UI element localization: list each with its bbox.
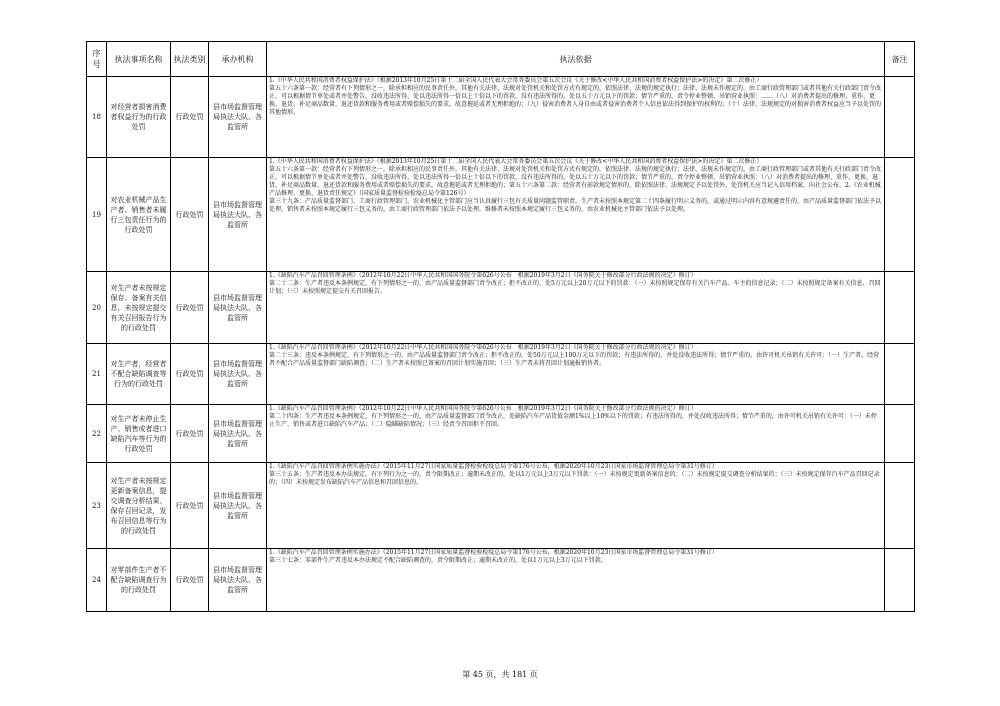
- basis-text: 1.《中华人民共和国消费者权益保护法》（根据2013年10月25日第十二届全国人民代表大会常务委员会第五次会议《关于修改<中华人民共和国消费者权益保护法>的决定》第二次修正） 第五十六条第一款：经营者有下列情形之一，除承担相应的民事责任外，其他有关法律、法规对处罚机关和处罚方式有规定的，依照法律、法规的规定执行；法律、法规未作规定的，由工商行政管理部门或者其他有关行政部门责令改正，可以根据情节单处或者并处警告、没收违法所得、处以违法所得一倍以上十倍以下的罚款，没有违法所得的，处以五十万元以下的罚款；情节严重的，责令停业整顿、吊销营业执照：……（八）对消费者提出的修理、重作、更换、退货、补足商品数量、退还货款和服务费用或者赔偿损失的要求，故意拖延或者无理拒绝的；（九）侵害消费者人身自由或者侵害消费者个人信息依法得到保护的权利的；（十）法律、法规规定的对损害消费者权益应当予以处罚的其他情形。: [269, 77, 882, 116]
- basis-text: 1.《缺陷汽车产品召回管理条例实施办法》（2015年11月27日国家质量监督检验检疫总局令第176号公布，根据2020年10月23日国家市场监督管理总局令第31号修订） 第三十五条：生产者违反本办法规定，有下列行为之一的，责令限期改正；逾期未改正的，处以1万元以上3万元以下罚款：（一）未按规定更新备案信息的；（二）未按规定提交调查分析结果的；（三）未按规定保存汽车产品召回记录的；（四）未按规定发布缺陷汽车产品信息和召回信息的。: [269, 463, 880, 486]
- item-basis: [267, 344, 885, 405]
- table-header-row: [87, 42, 915, 77]
- enforcement-table: [86, 41, 915, 612]
- item-name: 对生产者未按规定保存、备案有关信息，未按规定提交有关召回报告行为的行政处罚: [107, 272, 171, 344]
- enforcement-table-sheet: [86, 41, 914, 612]
- basis-text: 1.《缺陷汽车产品召回管理条例》（2012年10月22日中华人民共和国国务院令第626号公布 根据2019年3月2日《国务院关于修改部分行政法规的决定》修订） 第二十四条：生产者违反本条例规定，有下列情形之一的，由产品质量监督部门责令改正，处缺陷汽车产品货值金额1%以上10%以下的罚款；有违法所得的，并处没收违法所得；情节严重的，由许可机关吊销有关许可：（一）未停止生产、销售或者进口缺陷汽车产品；（二）隐瞒缺陷情况；（三）经责令召回拒不召回。: [269, 405, 877, 428]
- item-remark: [885, 344, 915, 405]
- item-agency: 县市场监督管理局执法大队、各监管所: [209, 463, 267, 549]
- item-type: 行政处罚: [171, 549, 209, 612]
- row-number: 22: [87, 405, 107, 463]
- item-remark: [885, 272, 915, 344]
- item-type: 行政处罚: [171, 405, 209, 463]
- table-row: [87, 405, 915, 463]
- item-remark: [885, 158, 915, 272]
- header-basis: 执法依据: [267, 42, 885, 77]
- item-agency: 县市场监督管理局执法大队、各监管所: [209, 272, 267, 344]
- basis-text: 1.《中华人民共和国消费者权益保护法》（根据2013年10月25日第十二届全国人民代表大会常务委员会第五次会议《关于修改<中华人民共和国消费者权益保护法>的决定》第二次修正） 第五十六条第一款：经营者有下列情形之一，除承担相应的民事责任外，其他有关法律、法规对处罚机关和处罚方式有规定的，依照法律、法规的规定执行；法律、法规未作规定的，由工商行政管理部门或者其他有关行政部门责令改正，可以根据情节单处或者并处警告、没收违法所得、处以违法所得一倍以上十倍以下的罚款，没有违法所得的，处以五十万元以下的罚款；情节严重的，责令停业整顿、吊销营业执照：（八）对消费者提出的修理、重作、更换、退货、补足商品数量、退还货款和服务费用或者赔偿损失的要求，故意拖延或者无理拒绝的；第五十六条第二款：经营者有前款规定情形的，除依照法律、法规规定予以处罚外，处罚机关应当记入信用档案，向社会公布。2.《农业机械产品修理、更换、退货责任规定》（国家质量监督检验检疫总局令第126号） 第三十九条：产品质量监督部门、工商行政管理部门、农业机械化主管部门应当认真履行三包有关质量问题监管职责。生产者未按照本规定第二十四条履行明示义务的，或通过明示内容有意规避责任的，由产品质量监督部门依法予以处理。销售者未按照本规定履行三包义务的，由工商行政管理部门依法予以处理。维修者未按照本规定履行三包义务的，由农业机械化主管部门依法予以处理。: [269, 158, 882, 213]
- item-remark: [885, 549, 915, 612]
- header-remark: 备注: [885, 42, 915, 77]
- item-type: 行政处罚: [171, 344, 209, 405]
- item-remark: [885, 77, 915, 158]
- item-name: 对生产者未按规定更新备案信息，提交调查分析结果、保存召回记录，发布召回信息等行为的行政处罚: [107, 463, 171, 549]
- table-row: [87, 463, 915, 549]
- header-no: 序号: [87, 42, 107, 77]
- table-row: [87, 549, 915, 612]
- item-name: 对经营者损害消费者权益行为的行政处罚: [107, 77, 171, 158]
- basis-text: 1.《缺陷汽车产品召回管理条例》（2012年10月22日中华人民共和国国务院令第626号公布 根据2019年3月2日《国务院关于修改部分行政法规的决定》修订） 第二十三条：违反本条例规定，有下列情形之一的，由产品质量监督部门责令改正；拒不改正的，处50万元以上100万元以下的罚款；有违法所得的，并处没收违法所得；情节严重的，由许可机关吊销有关许可：（一）生产者、经营者不配合产品质量监督部门缺陷调查；（二）生产者未按照已备案的召回计划实施召回；（三）生产者未将召回计划通报销售者。: [269, 344, 880, 367]
- item-basis: [267, 405, 885, 463]
- item-agency: 县市场监督管理局执法大队、各监管所: [209, 549, 267, 612]
- item-type: 行政处罚: [171, 463, 209, 549]
- row-number: 23: [87, 463, 107, 549]
- item-basis: [267, 77, 885, 158]
- header-name: 执法事项名称: [107, 42, 171, 77]
- item-name: 对生产者，经营者不配合缺陷调查等行为的行政处罚: [107, 344, 171, 405]
- row-number: 20: [87, 272, 107, 344]
- item-type: 行政处罚: [171, 77, 209, 158]
- item-type: 行政处罚: [171, 272, 209, 344]
- item-remark: [885, 463, 915, 549]
- item-remark: [885, 405, 915, 463]
- row-number: 19: [87, 158, 107, 272]
- basis-text: 1.《缺陷汽车产品召回管理条例》（2012年10月22日中华人民共和国国务院令第626号公布 根据2019年3月2日《国务院关于修改部分行政法规的决定》修订） 第二十二条：生产者违反本条例规定，有下列情形之一的，由产品质量监督部门责令改正；拒不改正的，处5万元以上20万元以下的罚款：（一）未按照规定保存有关汽车产品、车主的信息记录；（二）未按照规定备案有关信息、召回计划；（三）未按照规定提交有关召回报告。: [269, 272, 881, 295]
- row-number: 21: [87, 344, 107, 405]
- item-basis: [267, 549, 885, 612]
- table-row: [87, 158, 915, 272]
- item-name: 对农业机械产品生产者、销售者未履行三包责任行为的行政处罚: [107, 158, 171, 272]
- page-footer: 第 45 页，共 181 页: [462, 670, 538, 679]
- item-basis: [267, 463, 885, 549]
- item-agency: 县市场监督管理局执法大队、各监管所: [209, 344, 267, 405]
- table-row: [87, 272, 915, 344]
- header-type: 执法类别: [171, 42, 209, 77]
- item-agency: 县市场监督管理局执法大队、各监管所: [209, 158, 267, 272]
- item-basis: [267, 158, 885, 272]
- item-name: 对生产者未停止生产、销售或者进口缺陷汽车等行为的行政处罚: [107, 405, 171, 463]
- item-basis: [267, 272, 885, 344]
- table-row: [87, 344, 915, 405]
- item-agency: 县市场监督管理局执法大队、各监管所: [209, 77, 267, 158]
- row-number: 18: [87, 77, 107, 158]
- item-agency: 县市场监督管理局执法大队、各监管所: [209, 405, 267, 463]
- basis-text: 1.《缺陷汽车产品召回管理条例实施办法》（2015年11月27日国家质量监督检验检疫总局令第176号公布，根据2020年10月23日国家市场监督管理总局令第31号修订） 第三十七条：零部件生产者违反本办法规定不配合缺陷调查的，责令限期改正；逾期未改正的，处以1万元以上3万元以下罚款。: [269, 549, 718, 564]
- item-type: 行政处罚: [171, 158, 209, 272]
- item-name: 对零部件生产者不配合缺陷调查行为的行政处罚: [107, 549, 171, 612]
- row-number: 24: [87, 549, 107, 612]
- table-row: [87, 77, 915, 158]
- header-agency: 承办机构: [209, 42, 267, 77]
